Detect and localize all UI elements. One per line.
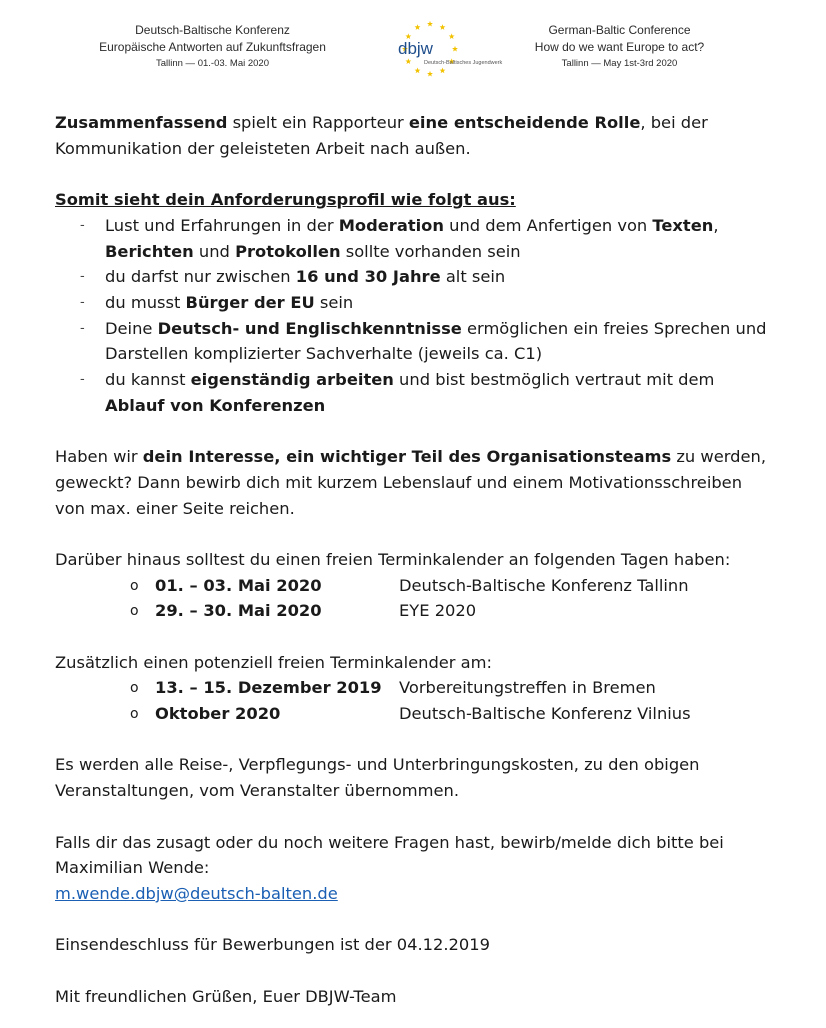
summary-bold-2: eine entscheidende Rolle — [408, 113, 641, 132]
dash-marker: - — [80, 269, 85, 285]
header-left-title: Deutsch-Baltische Konferenz — [135, 23, 290, 37]
dbjw-logo — [376, 20, 503, 90]
date-label: 29. – 30. Mai 2020 — [155, 601, 322, 621]
star-icon — [440, 68, 446, 74]
star-icon — [449, 33, 455, 39]
list-item: - Lust und Erfahrungen in der Moderation und dem Anfertigen von Texten, Berichten und Protokollen sollte vorhanden sein — [55, 213, 775, 264]
summary-bold-1: Zusammenfassend — [55, 113, 228, 132]
dates-main-intro: Darüber hinaus solltest du einen freien Terminkalender an folgenden Tagen haben: — [55, 549, 731, 569]
star-icon — [415, 24, 421, 30]
star-icon — [415, 68, 421, 74]
date-row — [55, 598, 775, 624]
header-left-date: Tallinn — 01.-03. Mai 2020 — [155, 58, 269, 69]
contact-email-link[interactable]: m.wende.dbjw@deutsch-balten.de — [55, 883, 338, 903]
dash-marker: - — [80, 372, 85, 388]
list-item: - du darfst nur zwischen 16 und 30 Jahre alt sein — [55, 264, 775, 290]
event-label: Deutsch-Baltische Konferenz Tallinn — [399, 575, 689, 595]
circle-marker: o — [130, 603, 139, 620]
date-label: Oktober 2020 — [155, 704, 281, 724]
date-label: 01. – 03. Mai 2020 — [155, 575, 322, 595]
summary-paragraph — [55, 110, 775, 161]
circle-marker: o — [130, 680, 139, 697]
star-icon — [405, 58, 411, 64]
circle-marker: o — [130, 577, 139, 594]
logo-subtext: Deutsch-Baltisches Jugendwerk — [424, 60, 503, 66]
dates-extra-intro: Zusätzlich einen potenziell freien Terminkalender am: — [55, 652, 492, 672]
list-item: - du musst Bürger der EU sein — [55, 290, 775, 316]
dash-marker: - — [80, 320, 85, 336]
header-right — [497, 22, 742, 71]
closing-text: Mit freundlichen Grüßen, Euer DBJW-Team — [55, 986, 397, 1006]
costs-paragraph: Es werden alle Reise-, Verpflegungs- und Unterbringungskosten, zu den obigen Veranstaltungen, vom Veranstalter übernommen. — [55, 755, 700, 801]
profile-heading: Somit sieht dein Anforderungsprofil wie folgt aus: — [55, 190, 516, 210]
letter-body — [55, 110, 775, 1009]
list-item: - du kannst eigenständig arbeiten und bist bestmöglich vertraut mit dem Ablauf von Konferenzen — [55, 367, 775, 418]
requirements-list — [55, 213, 775, 419]
date-label: 13. – 15. Dezember 2019 — [155, 678, 382, 698]
header-left-subtitle: Europäische Antworten auf Zukunftsfragen — [99, 40, 326, 54]
interest-paragraph: Haben wir dein Interesse, ein wichtiger Teil des Organisationsteams zu werden, geweckt? Dann bewirb dich mit kurzem Lebenslauf und einem Motivationsschreiben von max. einer Seite reichen. — [55, 447, 766, 518]
circle-marker: o — [130, 706, 139, 723]
list-item: - Deine Deutsch- und Englischkenntnisse ermöglichen ein freies Sprechen und Darstellen komplizierter Sachverhalte (jeweils ca. C1) — [55, 316, 775, 367]
contact-paragraph: Falls dir das zusagt oder du noch weitere Fragen hast, bewirb/melde dich bitte bei Maximilian Wende: — [55, 832, 724, 878]
star-icon — [427, 71, 433, 77]
dash-marker: - — [80, 217, 85, 233]
event-label: Vorbereitungstreffen in Bremen — [399, 678, 656, 698]
header-right-date: Tallinn — May 1st-3rd 2020 — [561, 58, 678, 69]
star-icon — [427, 21, 433, 27]
dash-marker: - — [80, 294, 85, 310]
header-right-subtitle: How do we want Europe to act? — [534, 40, 705, 54]
header-right-title: German-Baltic Conference — [548, 23, 691, 37]
event-label: EYE 2020 — [399, 601, 477, 621]
date-row — [55, 701, 775, 727]
date-row — [55, 675, 775, 701]
event-label: Deutsch-Baltische Konferenz Vilnius — [399, 704, 691, 724]
star-icon — [452, 46, 458, 52]
star-icon — [440, 24, 446, 30]
page-header — [0, 20, 826, 90]
summary-text-1: spielt ein Rapporteur — [227, 113, 409, 132]
summary-text-2: , bei der Kommunikation der geleisteten Arbeit nach außen. — [55, 113, 708, 158]
header-left — [80, 22, 345, 71]
deadline-text: Einsendeschluss für Bewerbungen ist der 04.12.2019 — [55, 935, 490, 955]
logo-wordmark: dbjw — [398, 39, 433, 58]
date-row — [55, 573, 775, 599]
